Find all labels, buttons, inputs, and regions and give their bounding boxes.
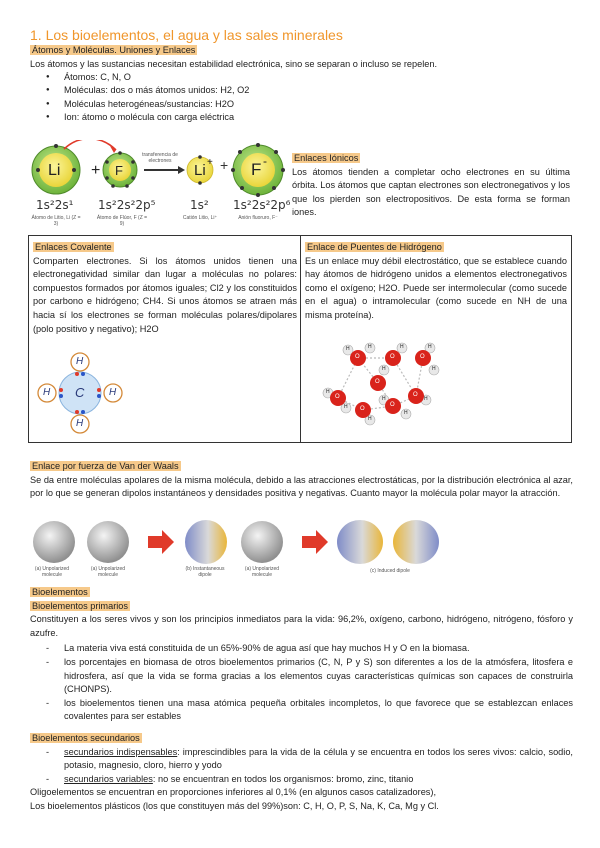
vdw-figure bbox=[30, 520, 590, 582]
oxygen-label: O bbox=[335, 394, 340, 400]
f-ion-symbol: F bbox=[251, 160, 262, 179]
svg-text:+: + bbox=[220, 157, 229, 173]
right-arrow bbox=[302, 530, 328, 554]
li-caption: Átomo de Litio, Li (Z = 3) bbox=[31, 215, 81, 227]
oxygen-label: O bbox=[360, 406, 365, 412]
water-cluster-figure bbox=[318, 338, 448, 430]
oxygen-label: O bbox=[413, 392, 418, 398]
hydrogen-label: H bbox=[428, 344, 432, 350]
f-config: 1s²2s²2p⁵ bbox=[98, 198, 156, 212]
atoms-heading: Átomos y Moléculas. Uniones y Enlaces bbox=[32, 45, 196, 55]
hydrogen-label: H bbox=[326, 389, 330, 395]
hydrogen-label: H bbox=[368, 344, 372, 350]
li-ion-charge: + bbox=[207, 157, 213, 168]
hbond-section bbox=[305, 241, 567, 323]
plastic-text: Los bioelementos plásticos (los que constituyen más del 99%)son: C, H, O, P, S, Na, K, Ca, Mg y Cl. bbox=[30, 800, 439, 811]
bio-primary-intro: Constituyen a los seres vivos y son los principios inmediatos para la vida: 96,2%, oxígeno, carbono, hidrógeno, nitrógeno, fósforo y azufre. bbox=[30, 614, 573, 638]
secondary-indispensable-label: secundarios indispensables bbox=[64, 746, 178, 757]
li-config: 1s²2s¹ bbox=[36, 198, 74, 212]
ionic-section bbox=[292, 152, 570, 220]
f-ion-charge: - bbox=[263, 154, 267, 168]
secondary-indispensable-text: : imprescindibles para la vida de la célula y se encuentra en todos los seres vivos: calcio, sodio, potasio, magnesio, cloro, hierro y yodo bbox=[64, 746, 573, 771]
vdw-section bbox=[30, 460, 573, 501]
vdw-caption-a2: (a) Unpolarized molecule bbox=[90, 566, 126, 578]
ionic-bond-figure bbox=[30, 140, 291, 230]
vdw-text: Se da entre moléculas apolares de la misma molécula, debido a las atracciones electrostáticas, por la distribución electrónica al azar, por lo que se generan dipolos instantáneos y densidades positiva y negativas. Cuanto mayor la molécula polar mayor la atracción. bbox=[30, 474, 573, 499]
bio-secondary-section bbox=[30, 732, 573, 814]
hydrogen-label: H bbox=[404, 410, 408, 416]
list-item: ● Moléculas: dos o más átomos unidos: H2, O2 bbox=[30, 84, 575, 97]
primary-list bbox=[30, 642, 573, 724]
li-symbol: Li bbox=[48, 162, 61, 179]
page-title: 1. Los bioelementos, el agua y las sales minerales bbox=[30, 27, 343, 43]
vdw-caption-b1: (b) Instantaneous dipole bbox=[185, 566, 225, 578]
atoms-intro: Los átomos y las sustancias necesitan estabilidad electrónica, sino se separan o incluso se repelen. bbox=[30, 58, 438, 69]
carbon-label: C bbox=[75, 385, 85, 400]
hydrogen-label: H bbox=[76, 418, 84, 429]
li-ion-config: 1s² bbox=[190, 198, 209, 212]
vdw-caption-b2: (a) Unpolarized molecule bbox=[244, 566, 280, 578]
oxygen-label: O bbox=[375, 379, 380, 385]
bio-secondary-heading: Bioelementos secundarios bbox=[32, 733, 140, 743]
bio-heading: Bioelementos bbox=[32, 587, 88, 597]
list-item: ● Átomos: C, N, O bbox=[30, 71, 575, 84]
hydrogen-label: H bbox=[400, 344, 404, 350]
vdw-caption-a: (a) Unpolarized molecule bbox=[34, 566, 70, 578]
covalent-section bbox=[33, 241, 297, 336]
hydrogen-label: H bbox=[76, 356, 84, 367]
list-item: - los porcentajes en biomasa de otros bioelementos primarios (C, N, P y S) son diferentes a los de la atmósfera, litosfera e hidrosfera, así que la vida se forma gracias a los elementos cuyas características químicas son capaces de construirla (CHONPS). bbox=[30, 656, 573, 697]
covalent-heading: Enlaces Covalente bbox=[35, 242, 112, 252]
bio-primary-heading: Bioelementos primarios bbox=[32, 600, 128, 611]
plus-sign: + bbox=[91, 162, 101, 179]
list-item: ● Moléculas heterogéneas/sustancias: H2O bbox=[30, 98, 575, 111]
electron-transfer-arrow bbox=[64, 140, 116, 150]
secondary-list bbox=[30, 746, 573, 787]
oxygen-label: O bbox=[390, 354, 395, 360]
oxygen-label: O bbox=[390, 402, 395, 408]
hydrogen-label: H bbox=[344, 404, 348, 410]
ionic-heading: Enlaces Iónicos bbox=[294, 153, 359, 163]
hydrogen-label: H bbox=[424, 396, 428, 402]
oxygen-label: O bbox=[355, 354, 360, 360]
covalent-text: Comparten electrones. Si los átomos unidos tienen una electronegatividad similar dan lugar a moléculas no polares: compuestos formados por átomos iguales; Cl2 y los constituidos por carbono e hidrógeno; CH4. Si unos átomos se atraen más hacia sí los electrones se forman moléculas polares/dipolares (polo positivo y negativo); H2O bbox=[33, 255, 297, 334]
f-symbol: F bbox=[115, 163, 123, 178]
ionic-text: Los átomos tienden a completar ocho electrones en su última órbita. Los átomos que captan electrones son electronegativos y los que los pierden son electropositivos. De esta forma se forman iones. bbox=[292, 166, 570, 218]
methane-figure bbox=[36, 350, 126, 434]
transfer-label: transferencia de electrones bbox=[142, 152, 178, 164]
atoms-bullet-list bbox=[30, 71, 575, 124]
hydrogen-label: H bbox=[368, 416, 372, 422]
list-item bbox=[30, 773, 573, 787]
hydrogen-label: H bbox=[382, 366, 386, 372]
secondary-variable-label: secundarios variables bbox=[64, 773, 153, 784]
li-ion-caption: Catión Litio, Li⁺ bbox=[182, 215, 218, 221]
f-ion-config: 1s²2s²2p⁶ bbox=[233, 198, 291, 212]
hydrogen-label: H bbox=[346, 346, 350, 352]
bio-section bbox=[30, 586, 573, 724]
hydrogen-label: H bbox=[43, 387, 51, 398]
vdw-heading: Enlace por fuerza de Van der Waals bbox=[32, 461, 179, 471]
oxygen-label: O bbox=[420, 354, 425, 360]
oligo-text: Oligoelementos se encuentran en proporciones inferiores al 0,1% (en algunos casos catalizadores), bbox=[30, 787, 437, 798]
hbond-text: Es un enlace muy débil electrostático, que se establece cuando hay átomos de hidrógeno unidos a elementos electronegativos como el oxígeno; H2O. Puede ser intermolecular (como sucede en el agua) o intramolecular (como sucede en NH de una misma proteína). bbox=[305, 255, 567, 320]
vdw-caption-c: (c) Induced dipole bbox=[370, 568, 410, 574]
list-item: - La materia viva está constituida de un 65%-90% de agua así que hay muchos H y O en la biomasa. bbox=[30, 642, 573, 656]
water-cluster-diagram bbox=[318, 338, 448, 430]
hydrogen-label: H bbox=[109, 387, 117, 398]
list-item: ● Ion: átomo o molécula con carga eléctrica bbox=[30, 111, 575, 124]
atoms-section bbox=[30, 44, 575, 124]
f-ion-caption: Anión fluoruro, F⁻ bbox=[238, 215, 278, 221]
hbond-heading: Enlace de Puentes de Hidrógeno bbox=[307, 242, 442, 252]
hydrogen-label: H bbox=[432, 366, 436, 372]
li-ion-symbol: Li bbox=[194, 162, 206, 179]
hydrogen-label: H bbox=[382, 396, 386, 402]
list-item bbox=[30, 746, 573, 773]
right-arrow bbox=[148, 530, 174, 554]
secondary-variable-text: : no se encuentran en todos los organismos: bromo, zinc, titanio bbox=[152, 773, 414, 784]
list-item: - los bioelementos tienen una masa atómica pequeña orbitales incompletos, lo que favorece que se establezcan enlaces covalentes para ser estables bbox=[30, 697, 573, 724]
f-caption: Átomo de Flúor, F (Z = 9) bbox=[96, 215, 148, 227]
